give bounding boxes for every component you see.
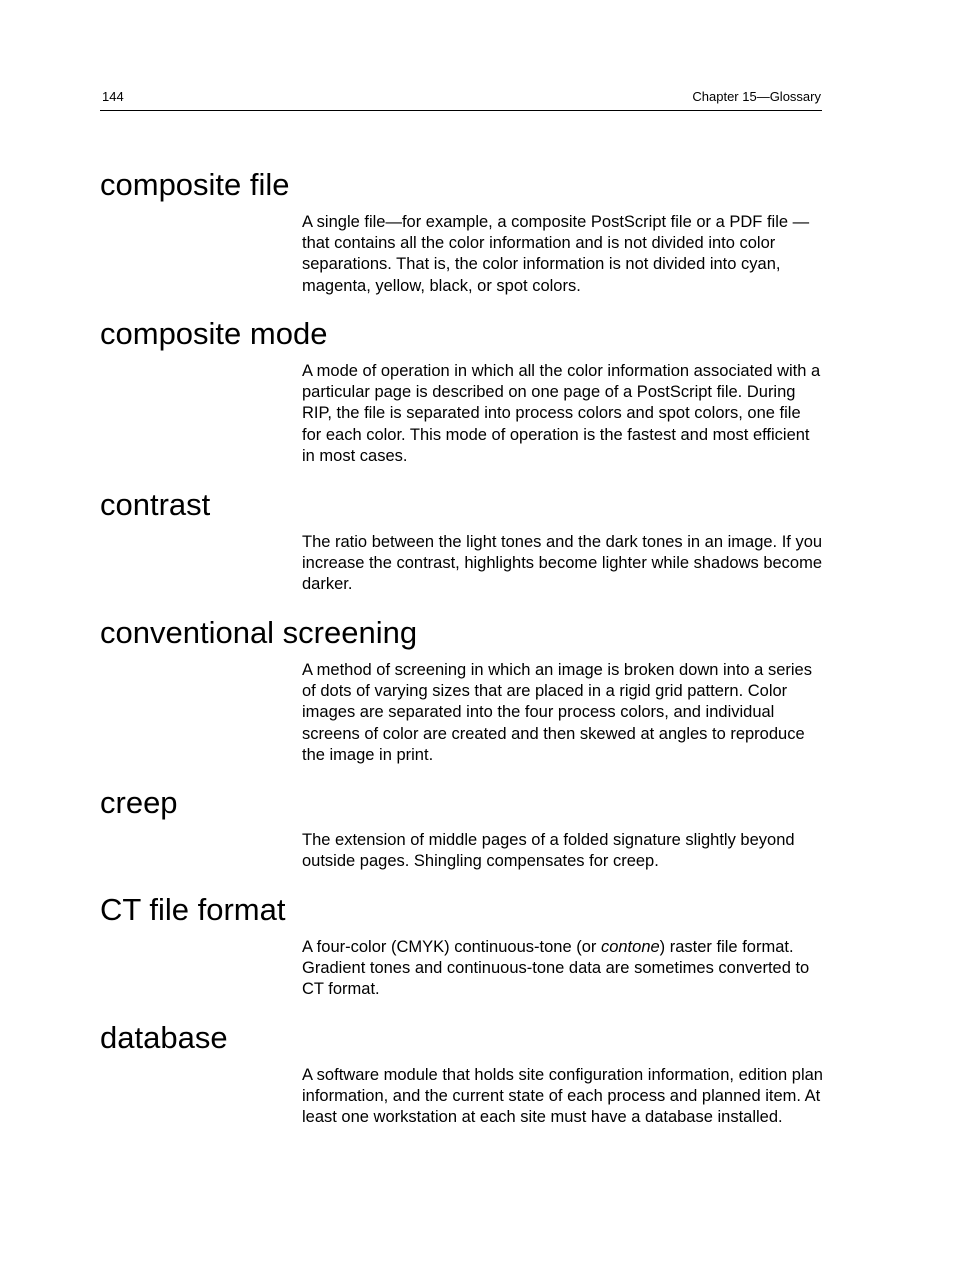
glossary-definition: A single file—for example, a composite PostScript file or a PDF file —that contains all the color information and is not divided into color separations. That is, the color information is not divided into cyan, magenta, yellow, black, or spot colors. bbox=[302, 213, 810, 295]
glossary-definition: A mode of operation in which all the color information associated with a particular page is described on one page of a PostScript file. During RIP, the file is separated into process colors and spot colors, one file for each color. This mode of operation is the fastest and most efficient in most cases. bbox=[302, 362, 821, 465]
glossary-entry bbox=[100, 167, 822, 313]
definition-text: ) raster file format. Gradient tones and continuous-tone data are sometimes converted to CT format. bbox=[302, 938, 810, 999]
glossary-entry bbox=[100, 1020, 822, 1145]
glossary-term: composite mode bbox=[100, 316, 328, 351]
page-number: 144 bbox=[102, 89, 124, 104]
glossary-entry bbox=[100, 892, 822, 1017]
glossary-entry bbox=[100, 615, 822, 783]
definition-italic-term: contone bbox=[600, 938, 660, 956]
glossary-term: composite file bbox=[100, 167, 290, 202]
glossary-definition: A software module that holds site configuration information, edition plan information, and the current state of each process and planned item. At least one workstation at each site must have a database installed. bbox=[302, 1066, 823, 1127]
glossary-definition: A method of screening in which an image is broken down into a series of dots of varying sizes that are placed in a rigid grid pattern. Color images are separated into the four process colors, and individual screens of color are created and then skewed at angles to reproduce the image in print. bbox=[302, 661, 812, 764]
glossary-definition: The extension of middle pages of a folded signature slightly beyond outside pages. Shingling compensates for creep. bbox=[302, 831, 795, 871]
page-header bbox=[100, 88, 822, 111]
chapter-title: Chapter 15—Glossary bbox=[692, 89, 821, 104]
glossary-definition bbox=[302, 937, 824, 1001]
glossary-term: CT file format bbox=[100, 892, 286, 927]
glossary-term: conventional screening bbox=[100, 615, 418, 650]
definition-text: A four-color (CMYK) continuous-tone (or bbox=[302, 938, 601, 956]
glossary-term: creep bbox=[100, 785, 178, 820]
glossary-definition: The ratio between the light tones and the dark tones in an image. If you increase the contrast, highlights become lighter while shadows become darker. bbox=[302, 533, 823, 594]
glossary-entry bbox=[100, 487, 822, 612]
glossary-term: contrast bbox=[100, 487, 211, 522]
glossary-entry bbox=[100, 785, 822, 889]
glossary-term: database bbox=[100, 1020, 228, 1055]
glossary-entry bbox=[100, 316, 822, 484]
